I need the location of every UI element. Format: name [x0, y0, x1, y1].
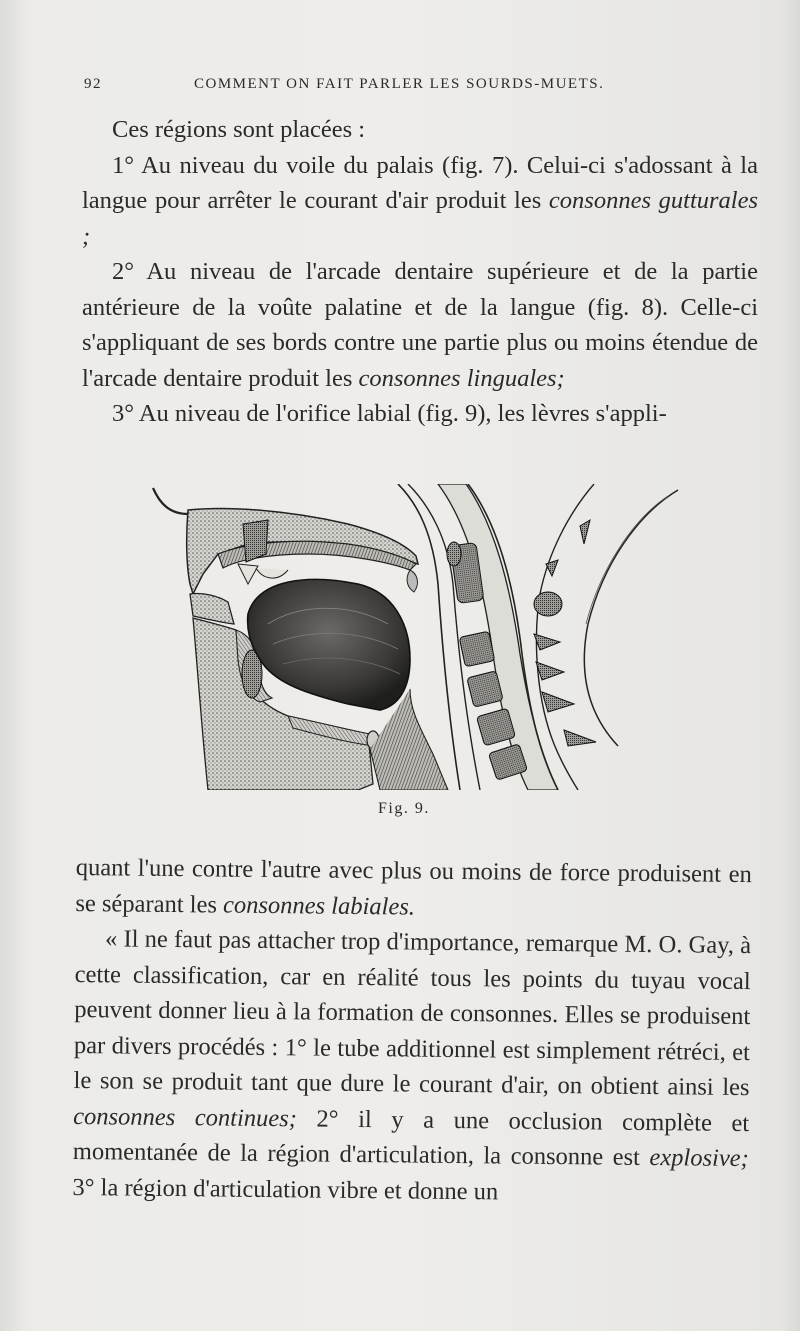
paragraph-labiales-text: quant l'une contre l'autre avec plus ou moins de force produisent en se séparant les [75, 853, 752, 919]
sagittal-section-illustration [148, 484, 688, 790]
top-text-block [82, 112, 758, 432]
running-title: COMMENT ON FAIT PARLER LES SOURDS-MUETS. [194, 76, 605, 92]
anatomical-figure [148, 484, 688, 790]
paragraph-intro-text: Ces régions sont placées : [112, 116, 366, 143]
figure-caption: Fig. 9. [378, 800, 430, 817]
tongue [248, 579, 410, 710]
term-explosive: explosive; [649, 1144, 749, 1173]
soft-palate [407, 570, 417, 592]
paragraph-gutturales-text: 1° Au niveau du voile du palais (fig. 7). Celui-ci s'adossant à la langue pour arrêter le courant d'air produit les [82, 151, 758, 214]
paragraph-labial [82, 396, 758, 432]
paragraph-quote-gay [72, 921, 751, 1212]
running-head [84, 76, 754, 100]
term-linguales: consonnes linguales; [358, 364, 565, 392]
paragraph-intro [82, 112, 758, 148]
paragraph-labial-text: 3° Au niveau de l'orifice labial (fig. 9), les lèvres s'appli- [112, 400, 667, 427]
paragraph-labiales [75, 850, 752, 928]
term-continues: consonnes continues; [73, 1102, 298, 1132]
term-labiales: consonnes labiales. [222, 891, 416, 921]
paragraph-gutturales [82, 148, 758, 255]
nose-outline [153, 488, 188, 514]
quote-text-part1: « Il ne faut pas attacher trop d'importance, remarque M. O. Gay, à cette classification, car en réalité tous les points du tuyau vocal peuvent donner lieu à la formation de consonnes. Elles se produisent par divers procédés : 1° le tube additionnel est simplement rétréci, et le son se produit tant que dure le courant d'air, on obtient ainsi les [73, 925, 752, 1102]
upper-molars [256, 568, 288, 578]
quote-text-part2: 2° il y a une occlusion complète et momentanée de la région d'articulation, la consonne est [72, 1104, 750, 1172]
page-number: 92 [84, 76, 102, 92]
term-gutturales: consonnes gutturales ; [82, 187, 758, 250]
neck-back-inner-line [586, 496, 668, 624]
upper-tooth [238, 564, 258, 584]
quote-text-part3: 3° la région d'articulation vibre et donne un [72, 1173, 499, 1205]
paragraph-linguales-text: 2° Au niveau de l'arcade dentaire supérieure et de la partie antérieure de la voûte palatine et de la langue (fig. 8). Celle-ci s'appliquant de ses bords contre une partie plus ou moins étendue de l'arcade dentaire produit les [82, 258, 758, 392]
neck-back-outline [584, 490, 678, 746]
paragraph-linguales [82, 254, 758, 396]
bottom-text-block [72, 850, 752, 1212]
